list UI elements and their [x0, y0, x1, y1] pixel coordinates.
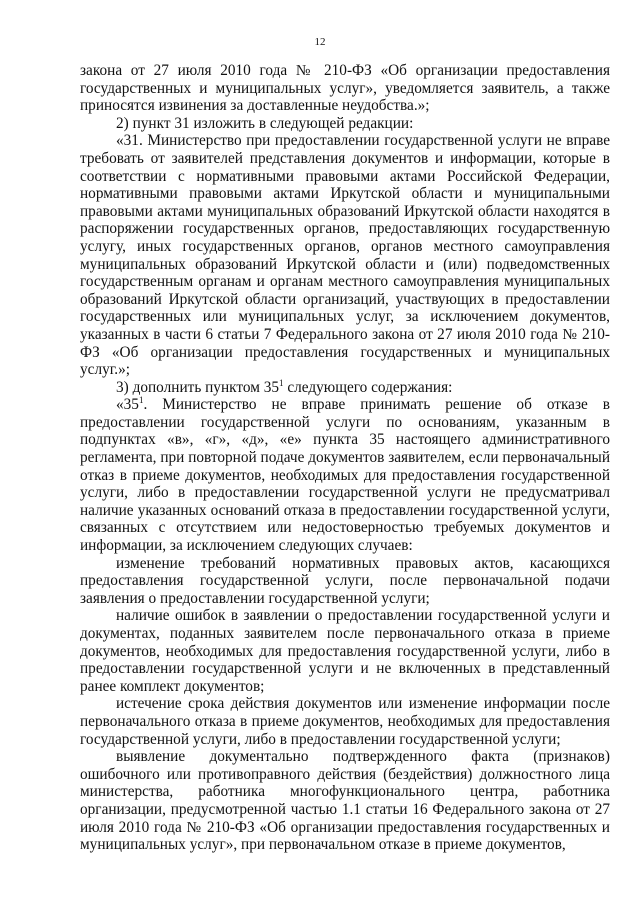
superscript-marker: 1: [279, 377, 284, 388]
paragraph-exception-official-fault: выявление документально подтвержденного факта (признаков) ошибочного или противоправного действия (бездействия) должностного лица министерства, работника многофункционального центра, работника организации, предусмотренной частью 1.1 статьи 16 Федерального закона от 27 июля 2010 года № 210-ФЗ «Об организации предоставления государственных и муниципальных услуг», при первоначальном отказе в приеме документов,: [80, 748, 610, 854]
paragraph-point-35-1: [80, 396, 610, 554]
paragraph-law-reference-end: закона от 27 июля 2010 года № 210-ФЗ «Об организации предоставления государственных и муниципальных услуг», уведомляется заявитель, а также приносятся извинения за доставленные неудобства.»;: [80, 62, 610, 115]
paragraph-point-31: «31. Министерство при предоставлении государственной услуги не вправе требовать от заявителей представления документов и информации, которые в соответствии с нормативными правовыми актами Российской Федерации, нормативными правовыми актами Иркутской области и муниципальными правовыми актами муниципальных образований Иркутской области находятся в распоряжении государственных органов, предоставляющих государственную услугу, иных государственных органов, органов местного самоуправления муниципальных образований Иркутской области и (или) подведомственных государственным органам и органам местного самоуправления муниципальных образований Иркутской области организаций, участвующих в предоставлении государственных или муниципальных услуг, за исключением документов, указанных в части 6 статьи 7 Федерального закона от 27 июля 2010 года № 210-ФЗ «Об организации предоставления государственных и муниципальных услуг.»;: [80, 132, 610, 379]
paragraph-exception-errors: наличие ошибок в заявлении о предоставлении государственной услуги и документах, поданных заявителем после первоначального отказа в приеме документов, необходимых для предоставления государственной услуги, либо в предоставлении государственной услуги и не включенных в представленный ранее комплект документов;: [80, 607, 610, 695]
paragraph-point-35-1-text: . Министерство не вправе принимать решение об отказе в предоставлении государственной услуги по основаниям, указанным в подпунктах «в», «г», «д», «е» пункта 35 настоящего административного регламента, при повторной подаче документов заявителем, если первоначальный отказ в приеме документов, необходимых для предоставления государственной услуги, либо в предоставлении государственной услуги не предусматривал наличие указанных оснований отказа в предоставлении государственной услуги, связанных с отсутствием или недостоверностью требуемых документов и информации, за исключением следующих случаев:: [80, 396, 610, 555]
paragraph-item-3-text-end: следующего содержания:: [283, 378, 453, 396]
paragraph-exception-expiration: истечение срока действия документов или изменение информации после первоначального отказа в приеме документов, необходимых для предоставления государственной услуги, либо в предоставлении государственной услуги;: [80, 695, 610, 748]
document-body: [80, 62, 610, 854]
paragraph-item-3: [80, 379, 610, 397]
paragraph-exception-requirements-change: изменение требований нормативных правовых актов, касающихся предоставления государственной услуги, после первоначальной подачи заявления о предоставлении государственной услуги;: [80, 554, 610, 607]
paragraph-item-3-text-start: 3) дополнить пунктом 35: [116, 378, 280, 396]
superscript-marker: 1: [138, 395, 144, 406]
page-number: 12: [314, 36, 326, 48]
paragraph-item-2: 2) пункт 31 изложить в следующей редакции:: [116, 114, 414, 132]
paragraph-point-35-1-start: «35: [116, 396, 139, 414]
